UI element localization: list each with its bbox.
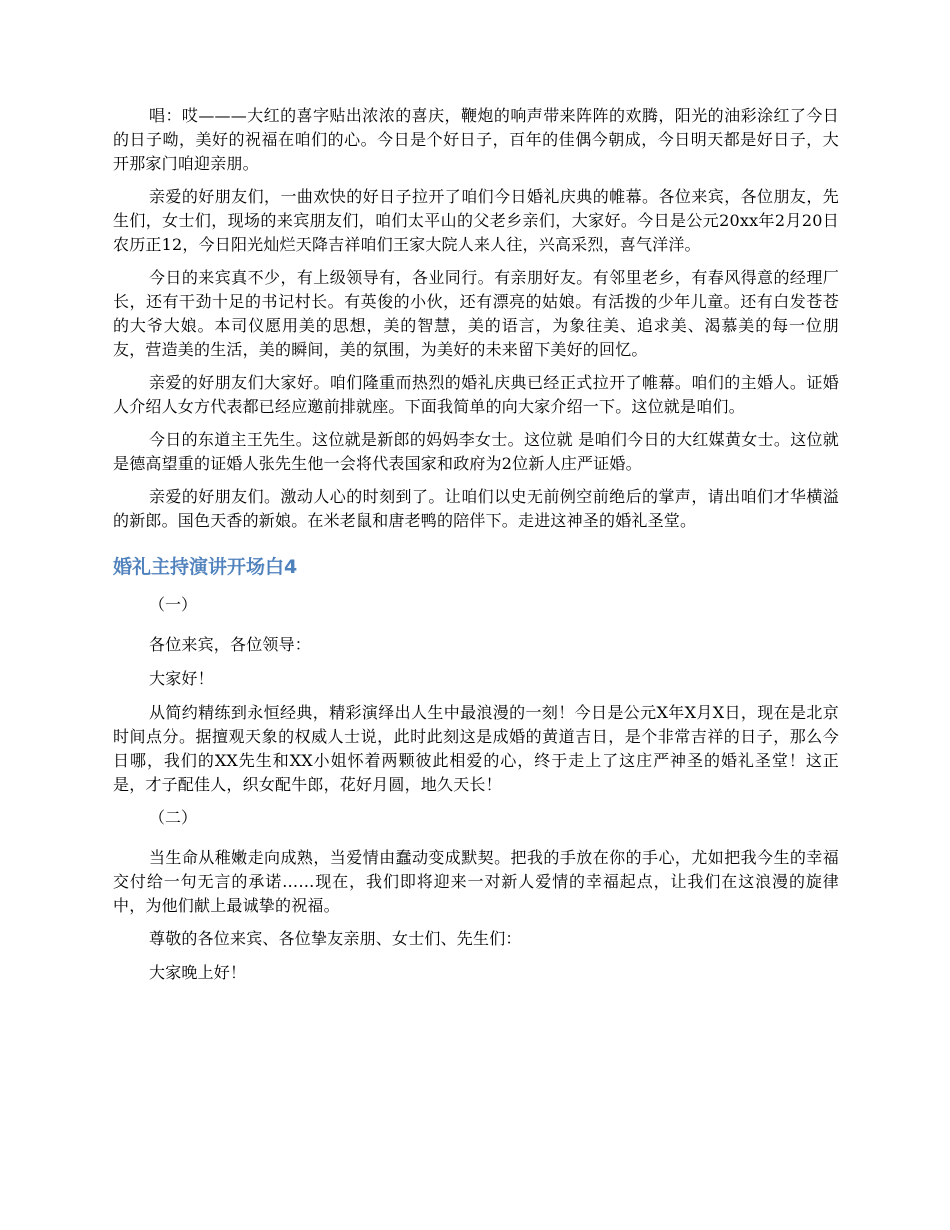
greeting-guests-leaders: 各位来宾，各位领导： [149, 635, 312, 654]
paragraph-part-one-body: 从简约精练到永恒经典，精彩演绎出人生中最浪漫的一刻！今日是公元X年X月X日，现在是北京时间点分。据擅观天象的权威人士说，此时此刻这是成婚的黄道吉日，是个非常吉祥的日子，那么今日哪，我们的XX先生和XX小姐怀着两颗彼此相爱的心，终于走上了这庄严神圣的婚礼圣堂！这正是，才子配佳人，织女配牛郎，花好月圆，地久天长！ [113, 703, 839, 794]
paragraph-introductions: 今日的东道主王先生。这位就是新郎的妈妈李女士。这位就 是咱们今日的大红媒黄女士。这位就是德高望重的证婚人张先生他一会将代表国家和政府为2位新人庄严证婚。 [113, 430, 839, 473]
paragraph-groom-entrance: 亲爱的好朋友们。激动人心的时刻到了。让咱们以史无前例空前绝后的掌声，请出咱们才华横溢的新郎。国色天香的新娘。在米老鼠和唐老鸭的陪伴下。走进这神圣的婚礼圣堂。 [113, 487, 839, 530]
greeting-good-evening: 大家晚上好！ [149, 963, 247, 982]
paragraph-song: 唱：哎———大红的喜字贴出浓浓的喜庆，鞭炮的响声带来阵阵的欢腾，阳光的油彩涂红了今日的日子呦，美好的祝福在咱们的心。今日是个好日子，百年的佳偶今朝成，今日明天都是好日子，大开那家门咱迎亲朋。 [113, 106, 839, 173]
paragraph-opening: 亲爱的好朋友们，一曲欢快的好日子拉开了咱们今日婚礼庆典的帷幕。各位来宾，各位朋友，先生们，女士们，现场的来宾朋友们，咱们太平山的父老乡亲们，大家好。今日是公元20xx年2月20日农历正12，今日阳光灿烂天降吉祥咱们王家大院人来人往，兴高采烈，喜气洋洋。 [113, 187, 839, 254]
part-two-marker: （二） [149, 808, 198, 827]
document-page [113, 104, 839, 995]
part-one-marker: （一） [149, 595, 198, 614]
greeting-hello: 大家好！ [149, 669, 214, 688]
paragraph-ceremony-start: 亲爱的好朋友们大家好。咱们隆重而热烈的婚礼庆典已经正式拉开了帷幕。咱们的主婚人。证婚人介绍人女方代表都已经应邀前排就座。下面我简单的向大家介绍一下。这位就是咱们。 [113, 373, 839, 416]
section-heading: 婚礼主持演讲开场白4 [113, 556, 298, 578]
greeting-respected-guests: 尊敬的各位来宾、各位挚友亲朋、女士们、先生们： [149, 929, 522, 948]
paragraph-part-two-body: 当生命从稚嫩走向成熟，当爱情由蠢动变成默契。把我的手放在你的手心，尤如把我今生的幸福交付给一句无言的承诺……现在，我们即将迎来一对新人爱情的幸福起点，让我们在这浪漫的旋律中，为他们献上最诚挚的祝福。 [113, 848, 839, 915]
paragraph-guests: 今日的来宾真不少，有上级领导有，各业同行。有亲朋好友。有邻里老乡，有春风得意的经理厂长，还有干劲十足的书记村长。有英俊的小伙，还有漂亮的姑娘。有活拨的少年儿童。还有白发苍苍 的大爷大娘。本司仪愿用美的思想，美的智慧，美的语言，为象往美、追求美、渴慕美的每一位朋友，营造美的生活，美的瞬间，美的氛围，为美好的未来留下美好的回忆。 [113, 268, 839, 359]
